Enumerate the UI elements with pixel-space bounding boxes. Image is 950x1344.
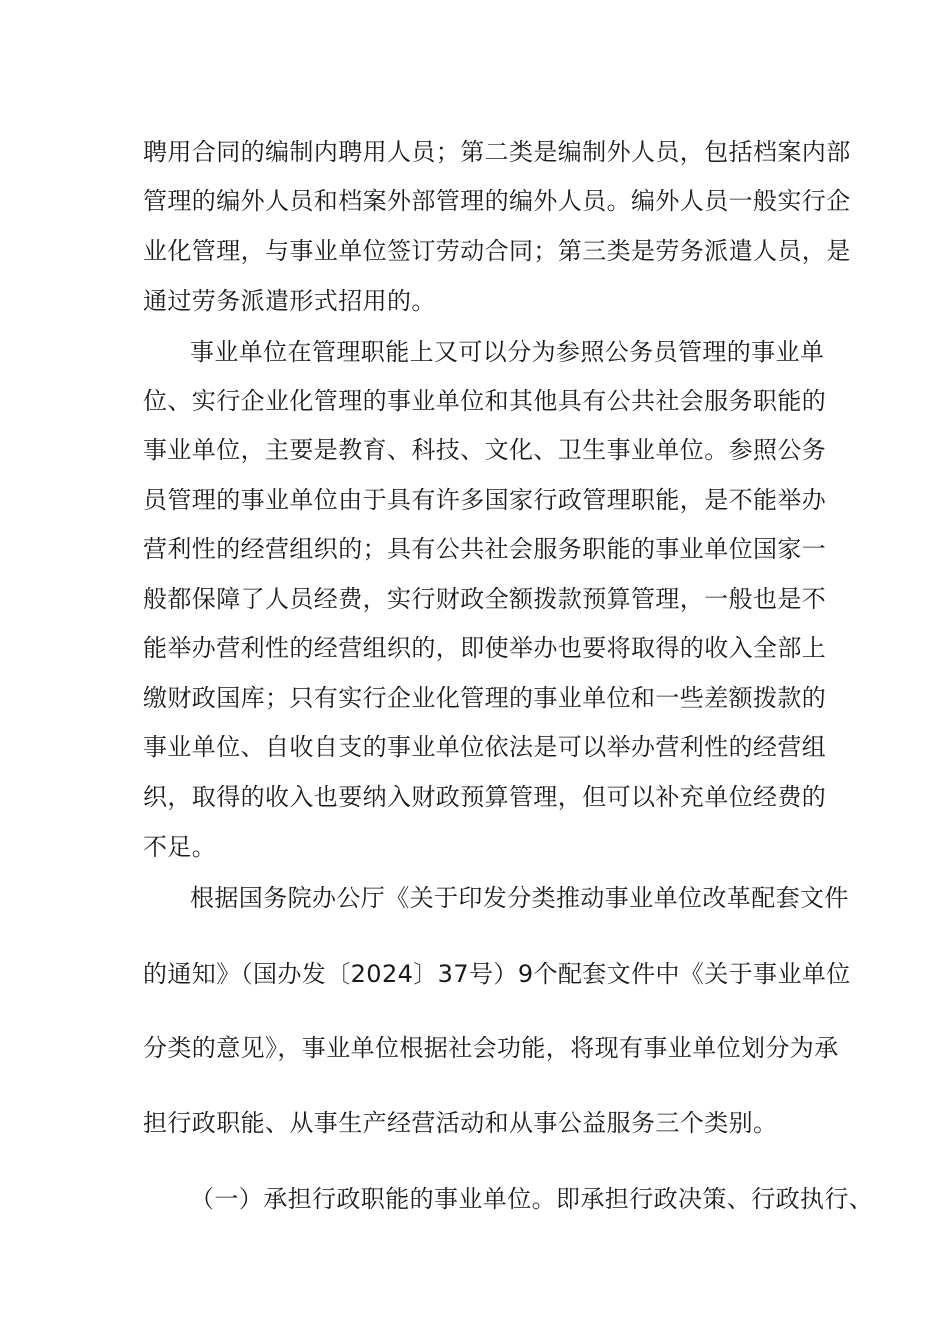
paragraph-first-line: 根据国务院办公厅《关于印发分类推动事业单位改革配套文件 bbox=[190, 884, 849, 912]
paragraph-first-line: （一）承担行政职能的事业单位。即承担行政决策、行政执行、 bbox=[190, 1185, 874, 1213]
text-line: 织，取得的收入也要纳入财政预算管理，但可以补充单位经费的 bbox=[143, 783, 827, 811]
text-line: 分类的意见》，事业单位根据社会功能，将现有事业单位划分为承 bbox=[143, 1034, 839, 1062]
text-line: 业化管理，与事业单位签订劳动合同；第三类是劳务派遣人员，是 bbox=[143, 237, 851, 265]
text-line: 担行政职能、从事生产经营活动和从事公益服务三个类别。 bbox=[143, 1109, 778, 1137]
text-line: 事业单位、自收自支的事业单位依法是可以举办营利性的经营组 bbox=[143, 733, 827, 761]
text-line: 缴财政国库；只有实行企业化管理的事业单位和一些差额拨款的 bbox=[143, 684, 827, 712]
text-line: 的通知》（国办发〔2024〕37号）9个配套文件中《关于事业单位 bbox=[143, 960, 851, 988]
text-line: 事业单位，主要是教育、科技、文化、卫生事业单位。参照公务 bbox=[143, 436, 827, 464]
text-line: 员管理的事业单位由于具有许多国家行政管理职能，是不能举办 bbox=[143, 486, 827, 514]
text-line: 通过劳务派遣形式招用的。 bbox=[143, 287, 436, 315]
text-line: 般都保障了人员经费，实行财政全额拨款预算管理，一般也是不 bbox=[143, 585, 827, 613]
paragraph-first-line: 事业单位在管理职能上又可以分为参照公务员管理的事业单 bbox=[190, 338, 825, 366]
text-line: 不足。 bbox=[143, 833, 217, 861]
text-line: 管理的编外人员和档案外部管理的编外人员。编外人员一般实行企 bbox=[143, 187, 851, 215]
text-line: 位、实行企业化管理的事业单位和其他具有公共社会服务职能的 bbox=[143, 387, 827, 415]
text-line: 营利性的经营组织的；具有公共社会服务职能的事业单位国家一 bbox=[143, 535, 827, 563]
text-line: 能举办营利性的经营组织的，即使举办也要将取得的收入全部上 bbox=[143, 634, 827, 662]
text-line: 聘用合同的编制内聘用人员；第二类是编制外人员，包括档案内部 bbox=[143, 138, 851, 166]
